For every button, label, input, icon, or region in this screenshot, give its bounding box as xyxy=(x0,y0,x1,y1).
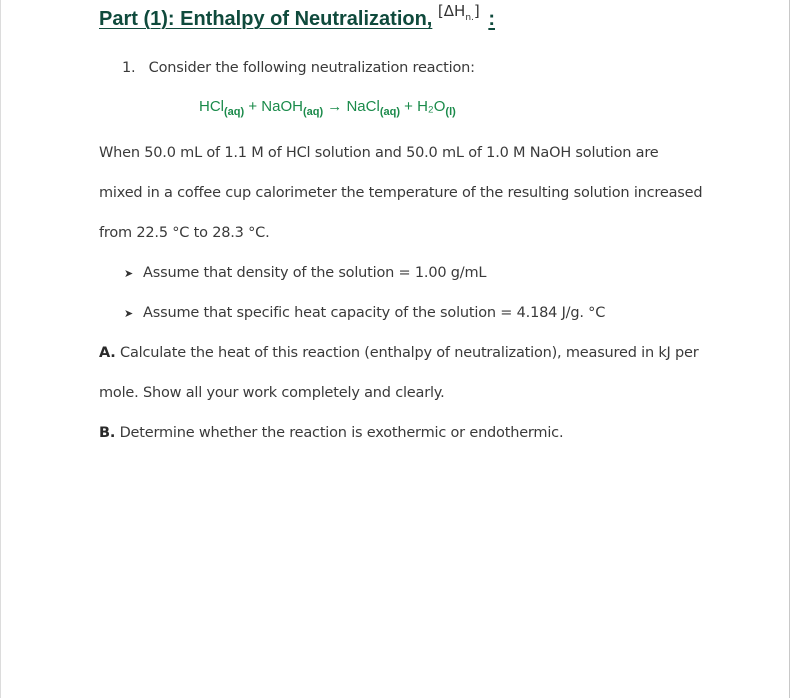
list-item-1 xyxy=(122,60,475,76)
question-a-line-2: mole. Show all your work completely and clearly. xyxy=(99,385,445,401)
question-b-label: B. xyxy=(99,425,116,441)
list-item-text: Consider the following neutralization reaction: xyxy=(148,60,475,76)
question-a-line-1: A. Calculate the heat of this reaction (enthalpy of neutralization), measured in kJ per xyxy=(99,345,699,361)
paragraph-line-2: mixed in a coffee cup calorimeter the temperature of the resulting solution increased xyxy=(99,185,703,201)
title-colon: : xyxy=(488,8,495,30)
title-main: Part (1): Enthalpy of Neutralization, xyxy=(99,8,433,30)
arrow-bullet-icon: ➤ xyxy=(124,307,134,320)
bullet-heat-capacity: ➤ Assume that specific heat capacity of the solution = 4.184 J/g. °C xyxy=(124,305,606,321)
arrow-bullet-icon: ➤ xyxy=(124,267,134,280)
bullet-density: ➤ Assume that density of the solution = 1.00 g/mL xyxy=(124,265,487,281)
delta-h-symbol: [ΔHn.] xyxy=(437,2,480,23)
list-number: 1. xyxy=(122,60,136,76)
reaction-equation: HCl$_{(aq)}$ + NaOH$_{(aq)}$ → NaCl$_{(aq)}$ + $H_2O_{(l)}$ xyxy=(199,98,456,118)
paragraph-line-1: When 50.0 mL of 1.1 M of HCl solution and 50.0 mL of 1.0 M NaOH solution are xyxy=(99,145,659,161)
question-b: B. Determine whether the reaction is exothermic or endothermic. xyxy=(99,425,564,441)
paragraph-line-3: from 22.5 °C to 28.3 °C. xyxy=(99,225,270,241)
page-title xyxy=(99,2,495,32)
question-a-label: A. xyxy=(99,345,116,361)
